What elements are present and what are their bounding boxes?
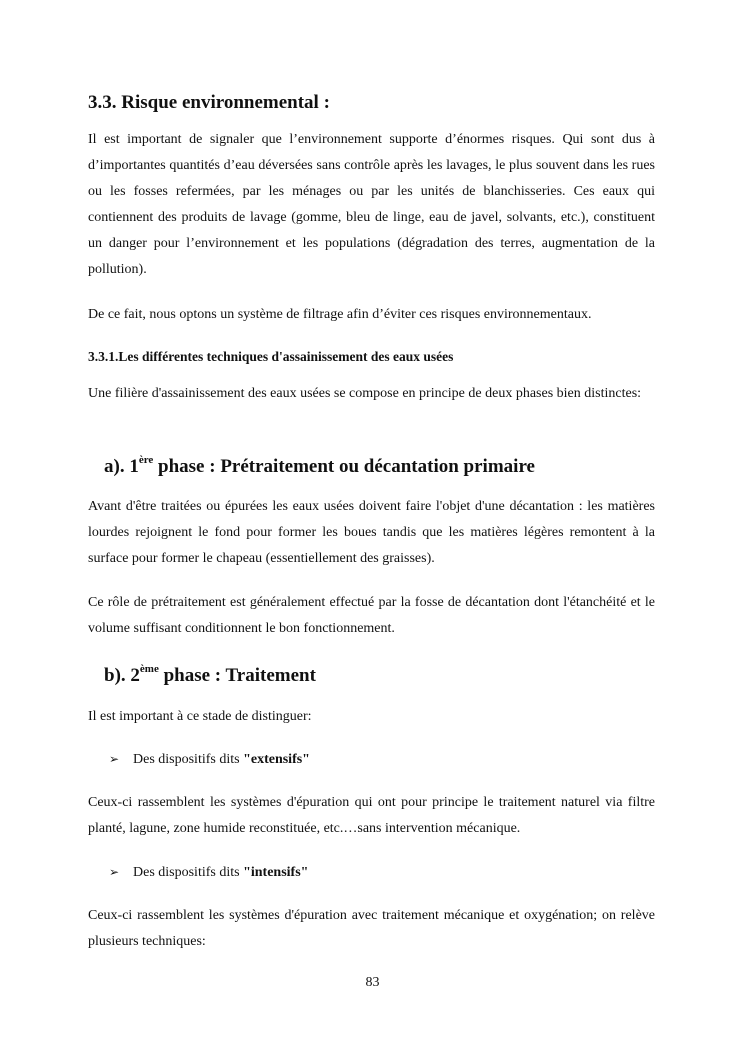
- paragraph-risks: Il est important de signaler que l’environnement supporte d’énormes risques. Qui sont dus à d’importantes quantités d’eau déversées sans contrôle après les lavages, le plus souvent dans les rues ou les fosses refermées, par les ménages ou par les unités de blanchisseries. Ces eaux qui contiennent des produits de lavage (gomme, bleu de linge, eau de javel, solvants, etc.), constituent un danger pour l’environnement et les populations (dégradation des terres, augmentation de la pollution).: [88, 132, 655, 277]
- bullet-extensive-text: Des dispositifs dits: [133, 752, 244, 767]
- phase-a-heading: [104, 455, 535, 481]
- phase-b-prefix: b). 2: [104, 665, 140, 686]
- paragraph-phases: Une filière d'assainissement des eaux usées se compose en principe de deux phases bien distinctes:: [88, 386, 642, 401]
- arrow-bullet-icon: ➢: [109, 865, 120, 879]
- paragraph-role: Ce rôle de prétraitement est généralement effectué par la fosse de décantation dont l'étanchéité et le volume suffisant conditionnent le bon fonctionnement.: [88, 595, 655, 636]
- paragraph-extensive: Ceux-ci rassemblent les systèmes d'épuration qui ont pour principe le traitement naturel via filtre planté, lagune, zone humide reconstituée, etc.…sans intervention mécanique.: [88, 795, 655, 836]
- phase-b-heading: [104, 664, 316, 690]
- paragraph-intensive: Ceux-ci rassemblent les systèmes d'épuration avec traitement mécanique et oxygénation; on relève plusieurs techniques:: [88, 908, 655, 949]
- phase-a-sup: ère: [138, 454, 154, 466]
- section-heading: 3.3. Risque environnemental :: [88, 92, 330, 113]
- bullet-intensive-text: Des dispositifs dits: [133, 865, 244, 880]
- bullet-extensive-bold: "extensifs": [243, 752, 310, 767]
- phase-b-sup: ème: [139, 663, 159, 675]
- subsection-heading: 3.3.1.Les différentes techniques d'assainissement des eaux usées: [88, 349, 454, 364]
- paragraph-decantation: Avant d'être traitées ou épurées les eaux usées doivent faire l'objet d'une décantation : les matières lourdes rejoignent le fond pour former les boues tandis que les matières légères remontent à la surface pour former le chapeau (essentiellement des graisses).: [88, 499, 655, 566]
- page-number: 83: [365, 975, 380, 990]
- phase-b-suffix: phase : Traitement: [158, 665, 316, 686]
- phase-a-suffix: phase : Prétraitement ou décantation primaire: [153, 456, 535, 477]
- arrow-bullet-icon: ➢: [109, 752, 120, 766]
- bullet-intensive-bold: "intensifs": [243, 865, 309, 880]
- phase-a-prefix: a). 1: [104, 456, 139, 477]
- paragraph-distinguish: Il est important à ce stade de distinguer:: [88, 709, 312, 724]
- bullet-intensive: [109, 862, 308, 883]
- bullet-extensive: [109, 749, 310, 770]
- paragraph-filter: De ce fait, nous optons un système de filtrage afin d’éviter ces risques environnementaux.: [88, 307, 592, 322]
